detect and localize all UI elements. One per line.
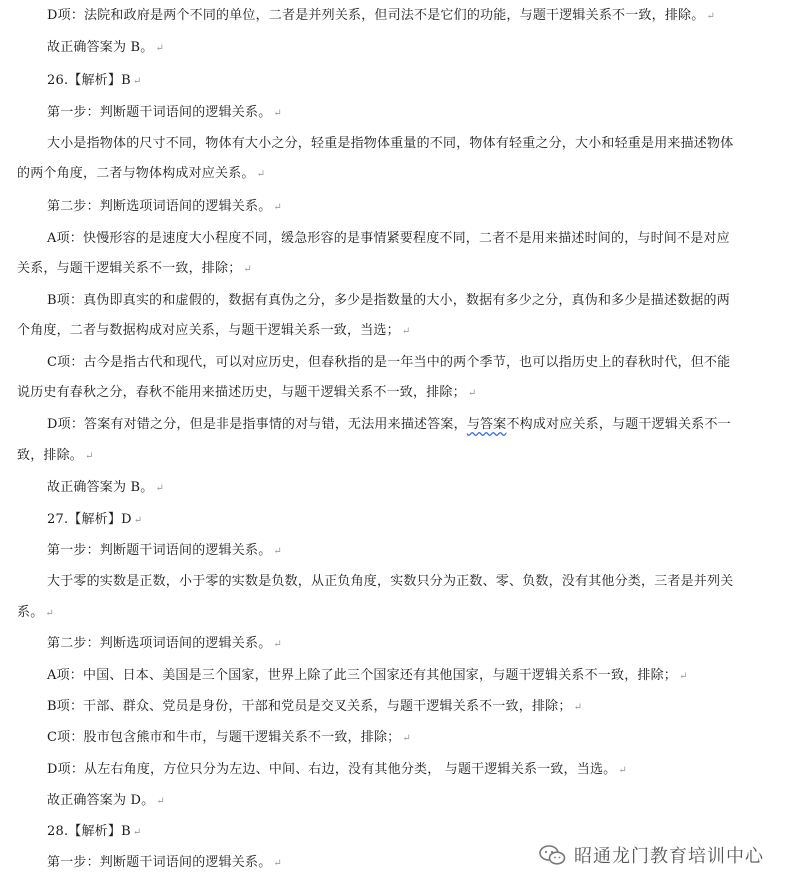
- paragraph-mark: ↵: [679, 671, 688, 682]
- text-line: 系。 ↵: [17, 605, 54, 620]
- paragraph-mark: ↵: [132, 827, 142, 838]
- text-line: 大小是指物体的尺寸不同，物体有大小之分，轻重是指物体重量的不同，物体有轻重之分，大小和轻重是用来描述物体: [47, 136, 734, 151]
- paragraph-mark: ↵: [273, 858, 282, 869]
- option-line: D项：答案有对错之分，但是非是指事情的对与错，无法用来描述答案，与答案不构成对应关系，与题干逻辑关系不一: [47, 417, 731, 432]
- option-line: D项：从左右角度，方位只分为左边、中间、右边，没有其他分类， 与题干逻辑关系一致，当选。 ↵: [47, 762, 627, 777]
- paragraph-mark: ↵: [273, 639, 282, 650]
- paragraph-mark: ↵: [401, 326, 411, 337]
- step-heading: 第一步：判断题干词语间的逻辑关系。 ↵: [47, 855, 282, 870]
- paragraph-mark: ↵: [573, 702, 583, 713]
- watermark-text: 昭通龙门教育培训中心: [574, 846, 764, 867]
- text-line: 大于零的实数是正数，小于零的实数是负数，从正负角度，实数只分为正数、零、负数，没有其他分类，三者是并列关: [47, 574, 734, 589]
- paragraph-mark: ↵: [155, 483, 165, 494]
- paragraph-mark: ↵: [273, 546, 282, 557]
- option-line: 个角度，二者与数据构成对应关系，与题干逻辑关系一致，当选； ↵: [17, 323, 411, 338]
- watermark: [538, 842, 764, 868]
- paragraph-mark: ↵: [155, 43, 165, 54]
- paragraph-mark: ↵: [256, 169, 266, 180]
- paragraph-mark: ↵: [467, 388, 477, 399]
- spellcheck-underline: 与答案: [466, 417, 507, 432]
- paragraph-mark: ↵: [243, 264, 252, 275]
- option-line: 致，排除。 ↵: [17, 448, 94, 463]
- question-heading: 27.【解析】D ↵: [47, 512, 143, 527]
- paragraph-mark: ↵: [133, 515, 143, 526]
- paragraph-mark: ↵: [156, 796, 165, 807]
- option-line: 关系，与题干逻辑关系不一致，排除； ↵: [17, 261, 252, 276]
- answer-line: 故正确答案为 D。 ↵: [47, 793, 165, 808]
- paragraph-mark: ↵: [618, 765, 627, 776]
- step-heading: 第二步：判断选项词语间的逻辑关系。 ↵: [47, 636, 282, 651]
- paragraph-mark: ↵: [132, 76, 142, 87]
- option-line: B项：真伪即真实的和虚假的，数据有真伪之分，多少是指数量的大小，数据有多少之分，真伪和多少是描述数据的两: [47, 293, 730, 308]
- paragraph-mark: ↵: [402, 733, 411, 744]
- option-line: A项：快慢形容的是速度大小程度不同，缓急形容的是事情紧要程度不同，二者不是用来描述时间的，与时间不是对应: [47, 231, 730, 246]
- option-line: B项：干部、群众、党员是身份，干部和党员是交叉关系，与题干逻辑关系不一致，排除； ↵: [47, 699, 583, 714]
- wechat-icon: [538, 844, 566, 866]
- option-line: A项：中国、日本、美国是三个国家，世界上除了此三个国家还有其他国家，与题干逻辑关系不一致，排除； ↵: [47, 668, 688, 683]
- paragraph-mark: ↵: [273, 202, 282, 213]
- answer-line: 故正确答案为 B。 ↵: [47, 40, 165, 55]
- paragraph-mark: ↵: [45, 608, 54, 619]
- option-line: C项：股市包含熊市和牛市，与题干逻辑关系不一致，排除； ↵: [47, 730, 411, 745]
- paragraph-mark: ↵: [273, 108, 282, 119]
- text-line: 的两个角度，二者与物体构成对应关系。 ↵: [17, 166, 266, 181]
- paragraph-mark: ↵: [85, 451, 94, 462]
- question-heading: 26.【解析】B ↵: [47, 73, 142, 88]
- step-heading: 第一步：判断题干词语间的逻辑关系。 ↵: [47, 105, 282, 120]
- paragraph-mark: ↵: [706, 11, 716, 22]
- text-line: D项：法院和政府是两个不同的单位，二者是并列关系，但司法不是它们的功能，与题干逻辑关系不一致，排除。 ↵: [47, 8, 716, 23]
- option-line: 说历史有春秋之分，春秋不能用来描述历史，与题干逻辑关系不一致，排除； ↵: [17, 385, 477, 400]
- step-heading: 第一步：判断题干词语间的逻辑关系。 ↵: [47, 543, 282, 558]
- step-heading: 第二步：判断选项词语间的逻辑关系。 ↵: [47, 199, 282, 214]
- answer-line: 故正确答案为 B。 ↵: [47, 480, 165, 495]
- question-heading: 28.【解析】B ↵: [47, 824, 142, 839]
- option-line: C项：古今是指古代和现代，可以对应历史，但春秋指的是一年当中的两个季节，也可以指历史上的春秋时代，但不能: [47, 355, 731, 370]
